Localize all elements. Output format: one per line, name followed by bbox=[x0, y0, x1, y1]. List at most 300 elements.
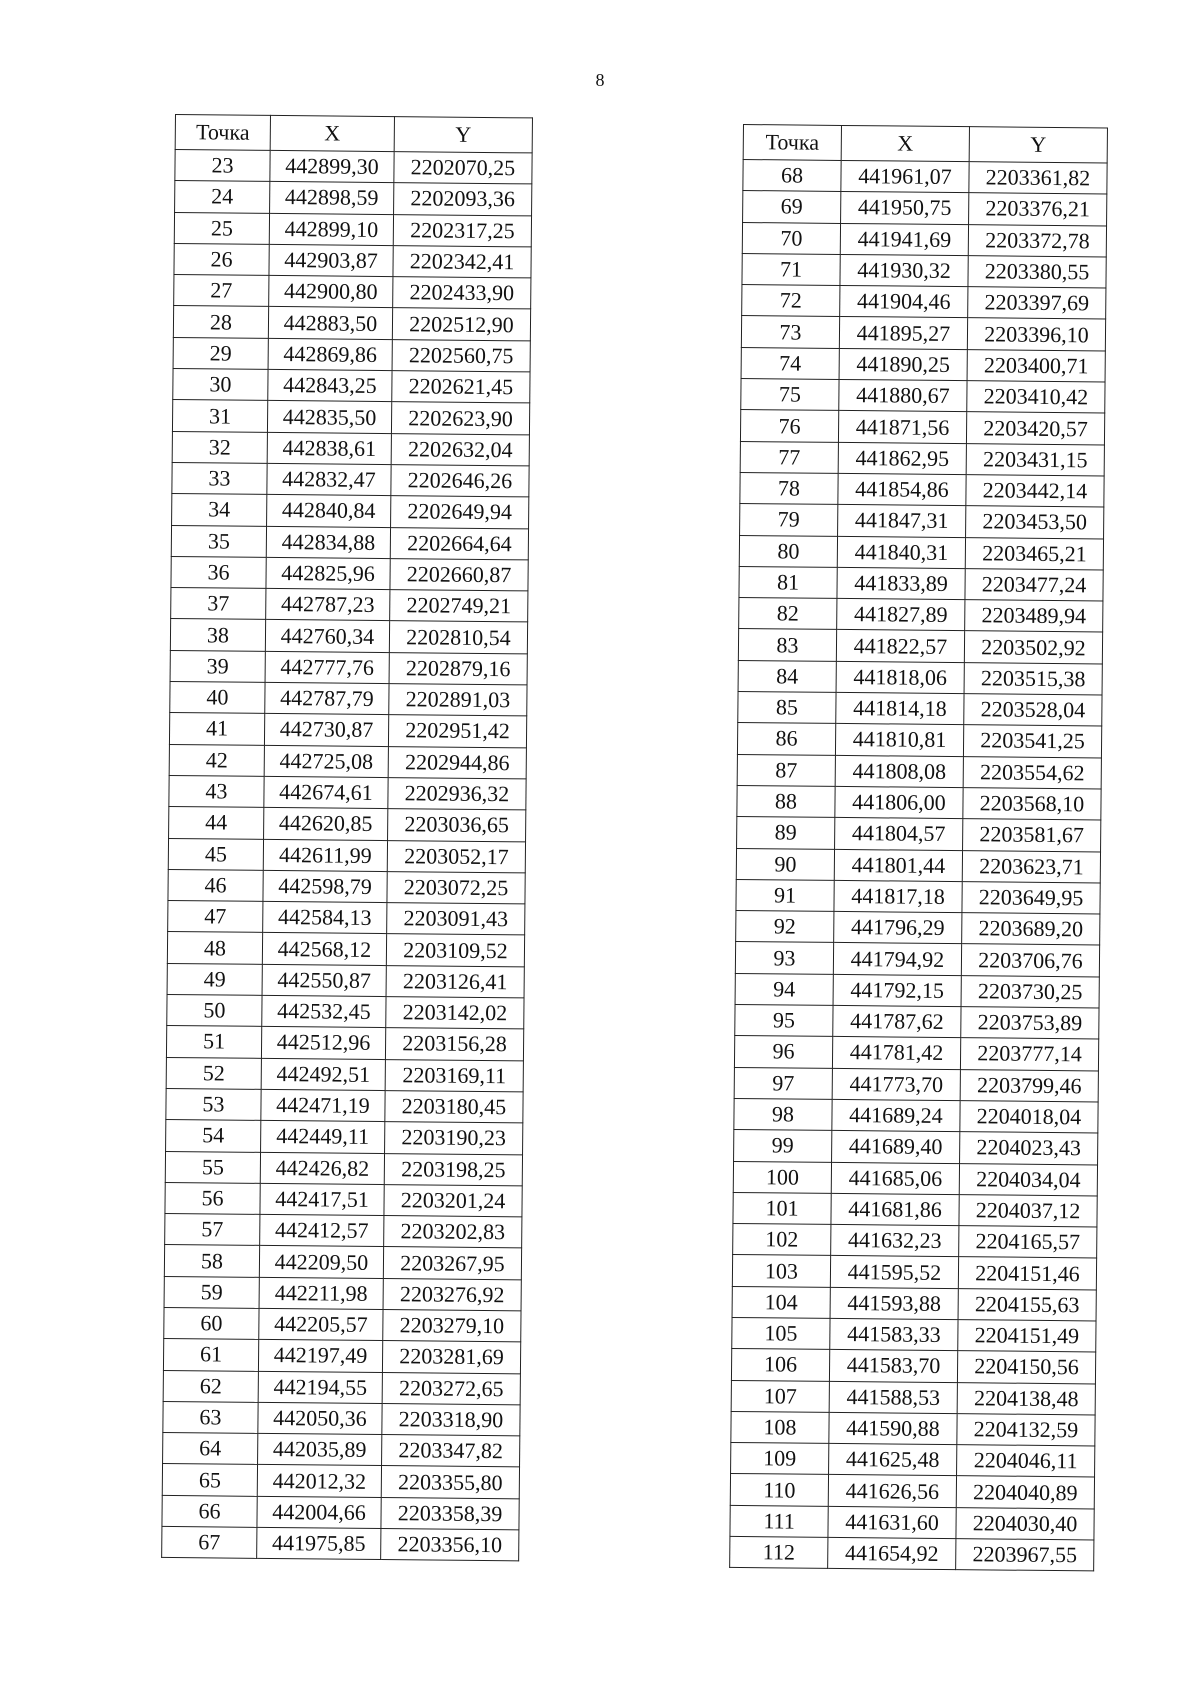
cell-point: 28 bbox=[173, 306, 268, 338]
table-row bbox=[173, 369, 530, 404]
cell-x: 441890,25 bbox=[839, 348, 967, 381]
cell-x: 441583,33 bbox=[830, 1318, 958, 1351]
cell-x: 442777,76 bbox=[265, 651, 389, 683]
cell-y: 2202951,42 bbox=[388, 715, 526, 748]
cell-x: 441854,86 bbox=[838, 473, 966, 506]
cell-x: 441806,00 bbox=[835, 786, 963, 819]
cell-x: 442050,36 bbox=[258, 1402, 382, 1434]
cell-x: 441941,69 bbox=[840, 223, 968, 256]
cell-x: 442426,82 bbox=[260, 1152, 384, 1184]
cell-x: 442898,59 bbox=[270, 182, 394, 214]
table-row bbox=[731, 1380, 1095, 1415]
cell-x: 442899,10 bbox=[269, 213, 393, 245]
table-row bbox=[736, 879, 1100, 914]
cell-point: 93 bbox=[735, 942, 833, 974]
cell-y: 2203126,41 bbox=[386, 965, 524, 998]
cell-x: 442205,57 bbox=[259, 1308, 383, 1340]
cell-point: 62 bbox=[163, 1370, 258, 1402]
cell-point: 71 bbox=[742, 253, 840, 285]
cell-point: 35 bbox=[171, 525, 266, 557]
table-row bbox=[741, 379, 1105, 414]
cell-x: 441814,18 bbox=[836, 692, 964, 725]
cell-y: 2203276,92 bbox=[383, 1278, 521, 1311]
cell-x: 441626,56 bbox=[828, 1475, 956, 1508]
cell-point: 108 bbox=[731, 1411, 829, 1443]
table-row bbox=[167, 932, 524, 967]
cell-x: 441685,06 bbox=[831, 1162, 959, 1195]
header-x: X bbox=[270, 115, 394, 151]
cell-x: 442900,80 bbox=[269, 276, 393, 308]
cell-point: 75 bbox=[741, 379, 839, 411]
cell-x: 442730,87 bbox=[264, 714, 388, 746]
cell-y: 2203400,71 bbox=[967, 349, 1105, 382]
cell-point: 24 bbox=[175, 181, 270, 213]
cell-point: 89 bbox=[737, 817, 835, 849]
cell-x: 442834,88 bbox=[266, 526, 390, 558]
cell-y: 2202810,54 bbox=[389, 621, 527, 654]
cell-point: 25 bbox=[174, 212, 269, 244]
cell-y: 2203706,76 bbox=[961, 944, 1099, 977]
cell-y: 2203396,10 bbox=[967, 318, 1105, 351]
cell-point: 34 bbox=[172, 494, 267, 526]
cell-x: 441681,86 bbox=[831, 1193, 959, 1226]
cell-y: 2203380,55 bbox=[968, 256, 1106, 289]
cell-y: 2204037,12 bbox=[959, 1194, 1097, 1227]
cell-y: 2203072,25 bbox=[387, 871, 525, 904]
cell-x: 442512,96 bbox=[261, 1027, 385, 1059]
table-row bbox=[172, 431, 529, 466]
cell-y: 2204034,04 bbox=[959, 1163, 1097, 1196]
cell-y: 2203156,28 bbox=[385, 1028, 523, 1061]
cell-point: 92 bbox=[736, 911, 834, 943]
cell-y: 2203689,20 bbox=[962, 913, 1100, 946]
table-row bbox=[743, 191, 1107, 226]
table-row bbox=[169, 744, 526, 779]
cell-point: 87 bbox=[737, 754, 835, 786]
table-row bbox=[172, 400, 529, 435]
cell-y: 2202660,87 bbox=[390, 558, 528, 591]
table-row bbox=[166, 1088, 523, 1123]
cell-x: 442832,47 bbox=[267, 463, 391, 495]
cell-x: 442550,87 bbox=[262, 964, 386, 996]
cell-y: 2203180,45 bbox=[385, 1090, 523, 1123]
table-row bbox=[742, 285, 1106, 320]
table-row bbox=[163, 1370, 520, 1405]
table-row bbox=[734, 1067, 1098, 1102]
table-row bbox=[735, 942, 1099, 977]
table-row bbox=[737, 754, 1101, 789]
cell-y: 2203356,10 bbox=[381, 1529, 519, 1562]
cell-point: 84 bbox=[738, 660, 836, 692]
table-row bbox=[174, 275, 531, 310]
cell-x: 442209,50 bbox=[259, 1246, 383, 1278]
table-row bbox=[735, 1004, 1099, 1039]
cell-x: 442584,13 bbox=[263, 902, 387, 934]
cell-point: 23 bbox=[175, 150, 270, 182]
cell-y: 2203410,42 bbox=[967, 381, 1105, 414]
table-row bbox=[734, 1130, 1098, 1165]
cell-x: 442674,61 bbox=[264, 776, 388, 808]
table-row bbox=[165, 1151, 522, 1186]
cell-point: 94 bbox=[735, 973, 833, 1005]
cell-point: 32 bbox=[172, 431, 267, 463]
table-row bbox=[738, 660, 1102, 695]
cell-x: 441862,95 bbox=[838, 442, 966, 475]
cell-point: 103 bbox=[732, 1255, 830, 1287]
cell-point: 91 bbox=[736, 879, 834, 911]
table-row bbox=[166, 1057, 523, 1092]
cell-point: 52 bbox=[166, 1057, 261, 1089]
cell-x: 441593,88 bbox=[830, 1287, 958, 1320]
cell-x: 442471,19 bbox=[261, 1089, 385, 1121]
cell-x: 441689,24 bbox=[832, 1099, 960, 1132]
table-row bbox=[730, 1537, 1094, 1572]
cell-x: 441781,42 bbox=[832, 1037, 960, 1070]
table-row bbox=[163, 1339, 520, 1374]
table-row bbox=[170, 682, 527, 717]
cell-x: 441801,44 bbox=[834, 849, 962, 882]
cell-y: 2204165,57 bbox=[959, 1226, 1097, 1259]
cell-point: 60 bbox=[164, 1307, 259, 1339]
table-row bbox=[739, 566, 1103, 601]
cell-x: 441833,89 bbox=[837, 567, 965, 600]
cell-x: 441787,62 bbox=[833, 1005, 961, 1038]
cell-point: 63 bbox=[163, 1401, 258, 1433]
cell-y: 2203169,11 bbox=[385, 1059, 523, 1092]
cell-y: 2203361,82 bbox=[969, 162, 1107, 195]
table-row bbox=[164, 1307, 521, 1342]
cell-point: 80 bbox=[739, 535, 837, 567]
cell-point: 61 bbox=[163, 1339, 258, 1371]
cell-y: 2203190,23 bbox=[385, 1122, 523, 1155]
cell-point: 83 bbox=[738, 629, 836, 661]
cell-point: 110 bbox=[730, 1474, 828, 1506]
cell-x: 441810,81 bbox=[835, 724, 963, 757]
cell-y: 2203477,24 bbox=[965, 569, 1103, 602]
table-row bbox=[742, 253, 1106, 288]
cell-x: 442840,84 bbox=[267, 495, 391, 527]
cell-x: 441822,57 bbox=[836, 630, 964, 663]
cell-y: 2203372,78 bbox=[968, 224, 1106, 257]
cell-y: 2202646,26 bbox=[391, 465, 529, 498]
table-row bbox=[738, 629, 1102, 664]
cell-x: 442869,86 bbox=[268, 338, 392, 370]
cell-y: 2202093,36 bbox=[394, 183, 532, 216]
table-row bbox=[169, 713, 526, 748]
cell-point: 68 bbox=[743, 160, 841, 192]
cell-y: 2203967,55 bbox=[956, 1539, 1094, 1572]
cell-y: 2202621,45 bbox=[392, 371, 530, 404]
cell-x: 442903,87 bbox=[269, 244, 393, 276]
cell-y: 2203397,69 bbox=[968, 287, 1106, 320]
table-row bbox=[739, 598, 1103, 633]
table-row bbox=[168, 869, 525, 904]
cell-y: 2202560,75 bbox=[392, 339, 530, 372]
cell-point: 65 bbox=[162, 1464, 257, 1496]
cell-x: 441827,89 bbox=[837, 599, 965, 632]
cell-point: 49 bbox=[167, 963, 262, 995]
cell-y: 2203198,25 bbox=[384, 1153, 522, 1186]
cell-y: 2204150,56 bbox=[957, 1351, 1095, 1384]
cell-y: 2202649,94 bbox=[391, 496, 529, 529]
cell-x: 442194,55 bbox=[258, 1371, 382, 1403]
cell-point: 99 bbox=[734, 1130, 832, 1162]
table-row bbox=[164, 1276, 521, 1311]
cell-y: 2203272,65 bbox=[382, 1372, 520, 1405]
cell-point: 31 bbox=[172, 400, 267, 432]
cell-y: 2203355,80 bbox=[381, 1466, 519, 1499]
cell-point: 37 bbox=[171, 588, 266, 620]
cell-x: 441840,31 bbox=[837, 536, 965, 569]
cell-point: 54 bbox=[166, 1120, 261, 1152]
cell-y: 2204030,40 bbox=[956, 1507, 1094, 1540]
cell-y: 2203777,14 bbox=[960, 1038, 1098, 1071]
cell-point: 111 bbox=[730, 1505, 828, 1537]
cell-y: 2202879,16 bbox=[389, 652, 527, 685]
table-row bbox=[166, 1026, 523, 1061]
cell-x: 441904,46 bbox=[840, 286, 968, 319]
table-row bbox=[737, 817, 1101, 852]
cell-x: 442449,11 bbox=[261, 1121, 385, 1153]
cell-y: 2203267,95 bbox=[383, 1247, 521, 1280]
cell-y: 2203730,25 bbox=[961, 975, 1099, 1008]
table-row bbox=[169, 807, 526, 842]
table-row bbox=[164, 1245, 521, 1280]
cell-x: 441961,07 bbox=[841, 160, 969, 193]
cell-x: 441792,15 bbox=[833, 974, 961, 1007]
cell-x: 442787,23 bbox=[266, 589, 390, 621]
cell-point: 47 bbox=[168, 901, 263, 933]
cell-y: 2203318,90 bbox=[382, 1403, 520, 1436]
cell-point: 30 bbox=[173, 369, 268, 401]
table-row bbox=[172, 494, 529, 529]
cell-point: 82 bbox=[739, 598, 837, 630]
cell-point: 56 bbox=[165, 1182, 260, 1214]
cell-x: 441689,40 bbox=[832, 1131, 960, 1164]
cell-x: 441796,29 bbox=[834, 912, 962, 945]
table-row bbox=[162, 1495, 519, 1530]
coordinates-table-left bbox=[161, 114, 533, 1562]
table-row bbox=[167, 994, 524, 1029]
table-row bbox=[170, 619, 527, 654]
cell-y: 2203109,52 bbox=[386, 934, 524, 967]
cell-x: 442417,51 bbox=[260, 1183, 384, 1215]
cell-x: 442620,85 bbox=[264, 808, 388, 840]
table-row bbox=[741, 347, 1105, 382]
table-row bbox=[168, 901, 525, 936]
cell-point: 57 bbox=[165, 1214, 260, 1246]
cell-y: 2204023,43 bbox=[960, 1132, 1098, 1165]
cell-y: 2203753,89 bbox=[961, 1007, 1099, 1040]
cell-y: 2202070,25 bbox=[394, 152, 532, 185]
table-row bbox=[740, 441, 1104, 476]
table-row bbox=[734, 1098, 1098, 1133]
table-row bbox=[742, 222, 1106, 257]
cell-y: 2203036,65 bbox=[388, 809, 526, 842]
cell-point: 96 bbox=[734, 1036, 832, 1068]
cell-point: 66 bbox=[162, 1495, 257, 1527]
cell-x: 442760,34 bbox=[265, 620, 389, 652]
cell-point: 104 bbox=[732, 1286, 830, 1318]
cell-point: 100 bbox=[733, 1161, 831, 1193]
cell-point: 81 bbox=[739, 566, 837, 598]
cell-x: 441871,56 bbox=[838, 411, 966, 444]
table-row bbox=[170, 650, 527, 685]
cell-point: 88 bbox=[737, 785, 835, 817]
cell-point: 44 bbox=[169, 807, 264, 839]
cell-x: 442197,49 bbox=[258, 1340, 382, 1372]
cell-point: 64 bbox=[163, 1433, 258, 1465]
cell-point: 86 bbox=[737, 723, 835, 755]
cell-y: 2202664,64 bbox=[390, 527, 528, 560]
table-row bbox=[173, 306, 530, 341]
cell-point: 95 bbox=[735, 1004, 833, 1036]
cell-x: 442035,89 bbox=[258, 1434, 382, 1466]
cell-point: 74 bbox=[741, 347, 839, 379]
cell-x: 442532,45 bbox=[262, 995, 386, 1027]
cell-y: 2203554,62 bbox=[963, 756, 1101, 789]
table-row bbox=[174, 212, 531, 247]
cell-point: 101 bbox=[733, 1192, 831, 1224]
cell-x: 441930,32 bbox=[840, 254, 968, 287]
coordinates-table-right bbox=[729, 124, 1108, 1572]
cell-x: 442843,25 bbox=[268, 369, 392, 401]
table-row bbox=[740, 472, 1104, 507]
cell-y: 2202342,41 bbox=[393, 245, 531, 278]
cell-x: 442004,66 bbox=[257, 1496, 381, 1528]
table-row bbox=[741, 316, 1105, 351]
cell-point: 97 bbox=[734, 1067, 832, 1099]
cell-x: 442598,79 bbox=[263, 870, 387, 902]
table-row bbox=[173, 337, 530, 372]
table-row bbox=[737, 723, 1101, 758]
cell-y: 2204018,04 bbox=[960, 1101, 1098, 1134]
cell-point: 105 bbox=[732, 1317, 830, 1349]
cell-point: 45 bbox=[168, 838, 263, 870]
table-row bbox=[732, 1255, 1096, 1290]
cell-x: 441880,67 bbox=[839, 380, 967, 413]
table-row bbox=[174, 243, 531, 278]
cell-y: 2203142,02 bbox=[386, 997, 524, 1030]
cell-y: 2203431,15 bbox=[966, 443, 1104, 476]
cell-point: 42 bbox=[169, 744, 264, 776]
cell-point: 79 bbox=[740, 504, 838, 536]
header-point: Точка bbox=[175, 115, 270, 151]
table-row bbox=[737, 785, 1101, 820]
cell-x: 442611,99 bbox=[263, 839, 387, 871]
cell-y: 2202749,21 bbox=[390, 590, 528, 623]
header-y: Y bbox=[969, 127, 1107, 163]
cell-x: 441773,70 bbox=[832, 1068, 960, 1101]
cell-x: 441631,60 bbox=[828, 1506, 956, 1539]
table-row bbox=[163, 1433, 520, 1468]
cell-point: 48 bbox=[167, 932, 262, 964]
cell-point: 27 bbox=[174, 275, 269, 307]
table-row bbox=[731, 1411, 1095, 1446]
cell-y: 2203091,43 bbox=[387, 903, 525, 936]
cell-x: 441847,31 bbox=[838, 505, 966, 538]
table-row bbox=[735, 973, 1099, 1008]
cell-y: 2203281,69 bbox=[382, 1341, 520, 1374]
cell-point: 109 bbox=[731, 1443, 829, 1475]
table-row bbox=[169, 775, 526, 810]
table-row bbox=[733, 1161, 1097, 1196]
table-row bbox=[165, 1214, 522, 1249]
table-row bbox=[172, 462, 529, 497]
table-row bbox=[730, 1505, 1094, 1540]
cell-y: 2203515,38 bbox=[964, 662, 1102, 695]
cell-y: 2204138,48 bbox=[957, 1382, 1095, 1415]
cell-point: 106 bbox=[731, 1349, 829, 1381]
cell-y: 2202623,90 bbox=[391, 402, 529, 435]
cell-y: 2202936,32 bbox=[388, 778, 526, 811]
cell-x: 442412,57 bbox=[260, 1214, 384, 1246]
cell-point: 55 bbox=[165, 1151, 260, 1183]
cell-y: 2204151,49 bbox=[958, 1320, 1096, 1353]
table-row bbox=[732, 1286, 1096, 1321]
cell-y: 2203347,82 bbox=[382, 1435, 520, 1468]
cell-x: 442568,12 bbox=[262, 933, 386, 965]
cell-x: 441818,06 bbox=[836, 661, 964, 694]
cell-point: 112 bbox=[730, 1537, 828, 1569]
table-header-row bbox=[175, 115, 532, 153]
cell-point: 72 bbox=[742, 285, 840, 317]
cell-point: 107 bbox=[731, 1380, 829, 1412]
cell-point: 67 bbox=[162, 1527, 257, 1559]
cell-x: 441895,27 bbox=[839, 317, 967, 350]
cell-point: 26 bbox=[174, 243, 269, 275]
header-point: Точка bbox=[743, 125, 841, 161]
table-row bbox=[171, 556, 528, 591]
cell-y: 2202433,90 bbox=[393, 277, 531, 310]
cell-y: 2202632,04 bbox=[391, 433, 529, 466]
cell-point: 36 bbox=[171, 556, 266, 588]
table-row bbox=[162, 1527, 519, 1562]
table-row bbox=[731, 1443, 1095, 1478]
table-row bbox=[733, 1192, 1097, 1227]
cell-y: 2203376,21 bbox=[969, 193, 1107, 226]
cell-point: 69 bbox=[743, 191, 841, 223]
header-y: Y bbox=[394, 117, 532, 153]
cell-y: 2204046,11 bbox=[957, 1445, 1095, 1478]
table-row bbox=[733, 1224, 1097, 1259]
cell-x: 441595,52 bbox=[830, 1256, 958, 1289]
cell-point: 85 bbox=[738, 692, 836, 724]
cell-x: 441583,70 bbox=[829, 1350, 957, 1383]
cell-y: 2203502,92 bbox=[964, 631, 1102, 664]
cell-y: 2203541,25 bbox=[963, 725, 1101, 758]
cell-y: 2203201,24 bbox=[384, 1184, 522, 1217]
cell-point: 90 bbox=[736, 848, 834, 880]
table-row bbox=[168, 838, 525, 873]
table-row bbox=[738, 692, 1102, 727]
cell-point: 38 bbox=[170, 619, 265, 651]
table-row bbox=[740, 504, 1104, 539]
table-row bbox=[165, 1182, 522, 1217]
cell-x: 442725,08 bbox=[264, 745, 388, 777]
cell-x: 441975,85 bbox=[257, 1527, 381, 1559]
cell-x: 442012,32 bbox=[257, 1465, 381, 1497]
cell-y: 2203623,71 bbox=[962, 850, 1100, 883]
cell-point: 76 bbox=[740, 410, 838, 442]
cell-point: 41 bbox=[169, 713, 264, 745]
cell-y: 2204040,89 bbox=[956, 1476, 1094, 1509]
cell-point: 77 bbox=[740, 441, 838, 473]
cell-y: 2202317,25 bbox=[393, 214, 531, 247]
cell-x: 442838,61 bbox=[267, 432, 391, 464]
cell-point: 40 bbox=[170, 682, 265, 714]
cell-x: 442883,50 bbox=[268, 307, 392, 339]
